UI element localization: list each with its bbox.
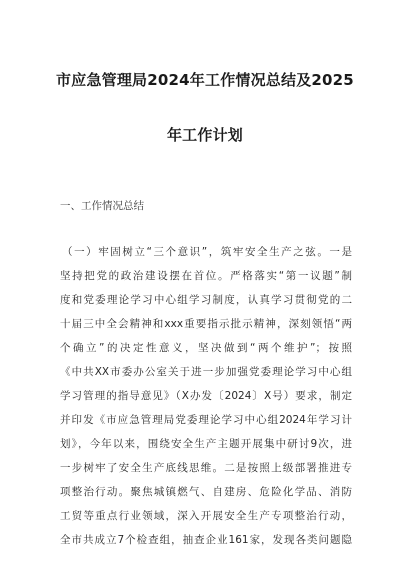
- paragraph-line: （一）牢固树立“三个意识”，筑牢安全生产之弦。一是: [62, 246, 352, 258]
- paragraph-line: 工贸等重点行业领域，深入开展安全生产专项整治行动，: [60, 510, 352, 522]
- paragraph-line: 《中共XX市委办公室关于进一步加强党委理论学习中心组: [60, 366, 352, 378]
- paragraph-line: 项整治行动。聚焦城镇燃气、自建房、危险化学品、消防: [60, 486, 352, 498]
- paragraph-line: 划》，今年以来，围绕安全生产主题开展集中研讨9次，进: [60, 438, 352, 450]
- paragraph-line: 并印发《市应急管理局党委理论学习中心组2024年学习计: [60, 414, 352, 426]
- paragraph-line: 个确立”的决定性意义，坚决做到“两个维护”；按照: [60, 342, 352, 354]
- paragraph-line: 坚持把党的政治建设摆在首位。严格落实“第一议题”制: [60, 270, 352, 282]
- document-title-line-1: 市应急管理局2024年工作情况总结及2025: [56, 71, 354, 89]
- paragraph-line: 学习管理的指导意见》（X办发〔2024〕X号）要求，制定: [60, 390, 352, 402]
- section-heading: 一、工作情况总结: [60, 200, 144, 212]
- paragraph-line: 度和党委理论学习中心组学习制度，认真学习贯彻党的二: [60, 294, 352, 306]
- paragraph-line: 一步树牢了安全生产底线思维。二是按照上级部署推进专: [60, 462, 352, 474]
- paragraph-line: 十届三中全会精神和xxx重要指示批示精神，深刻领悟“两: [60, 318, 352, 330]
- paragraph-line: 全市共成立7个检查组，抽查企业161家，发现各类问题隐: [60, 534, 352, 546]
- document-title-line-2: 年工作计划: [166, 126, 243, 144]
